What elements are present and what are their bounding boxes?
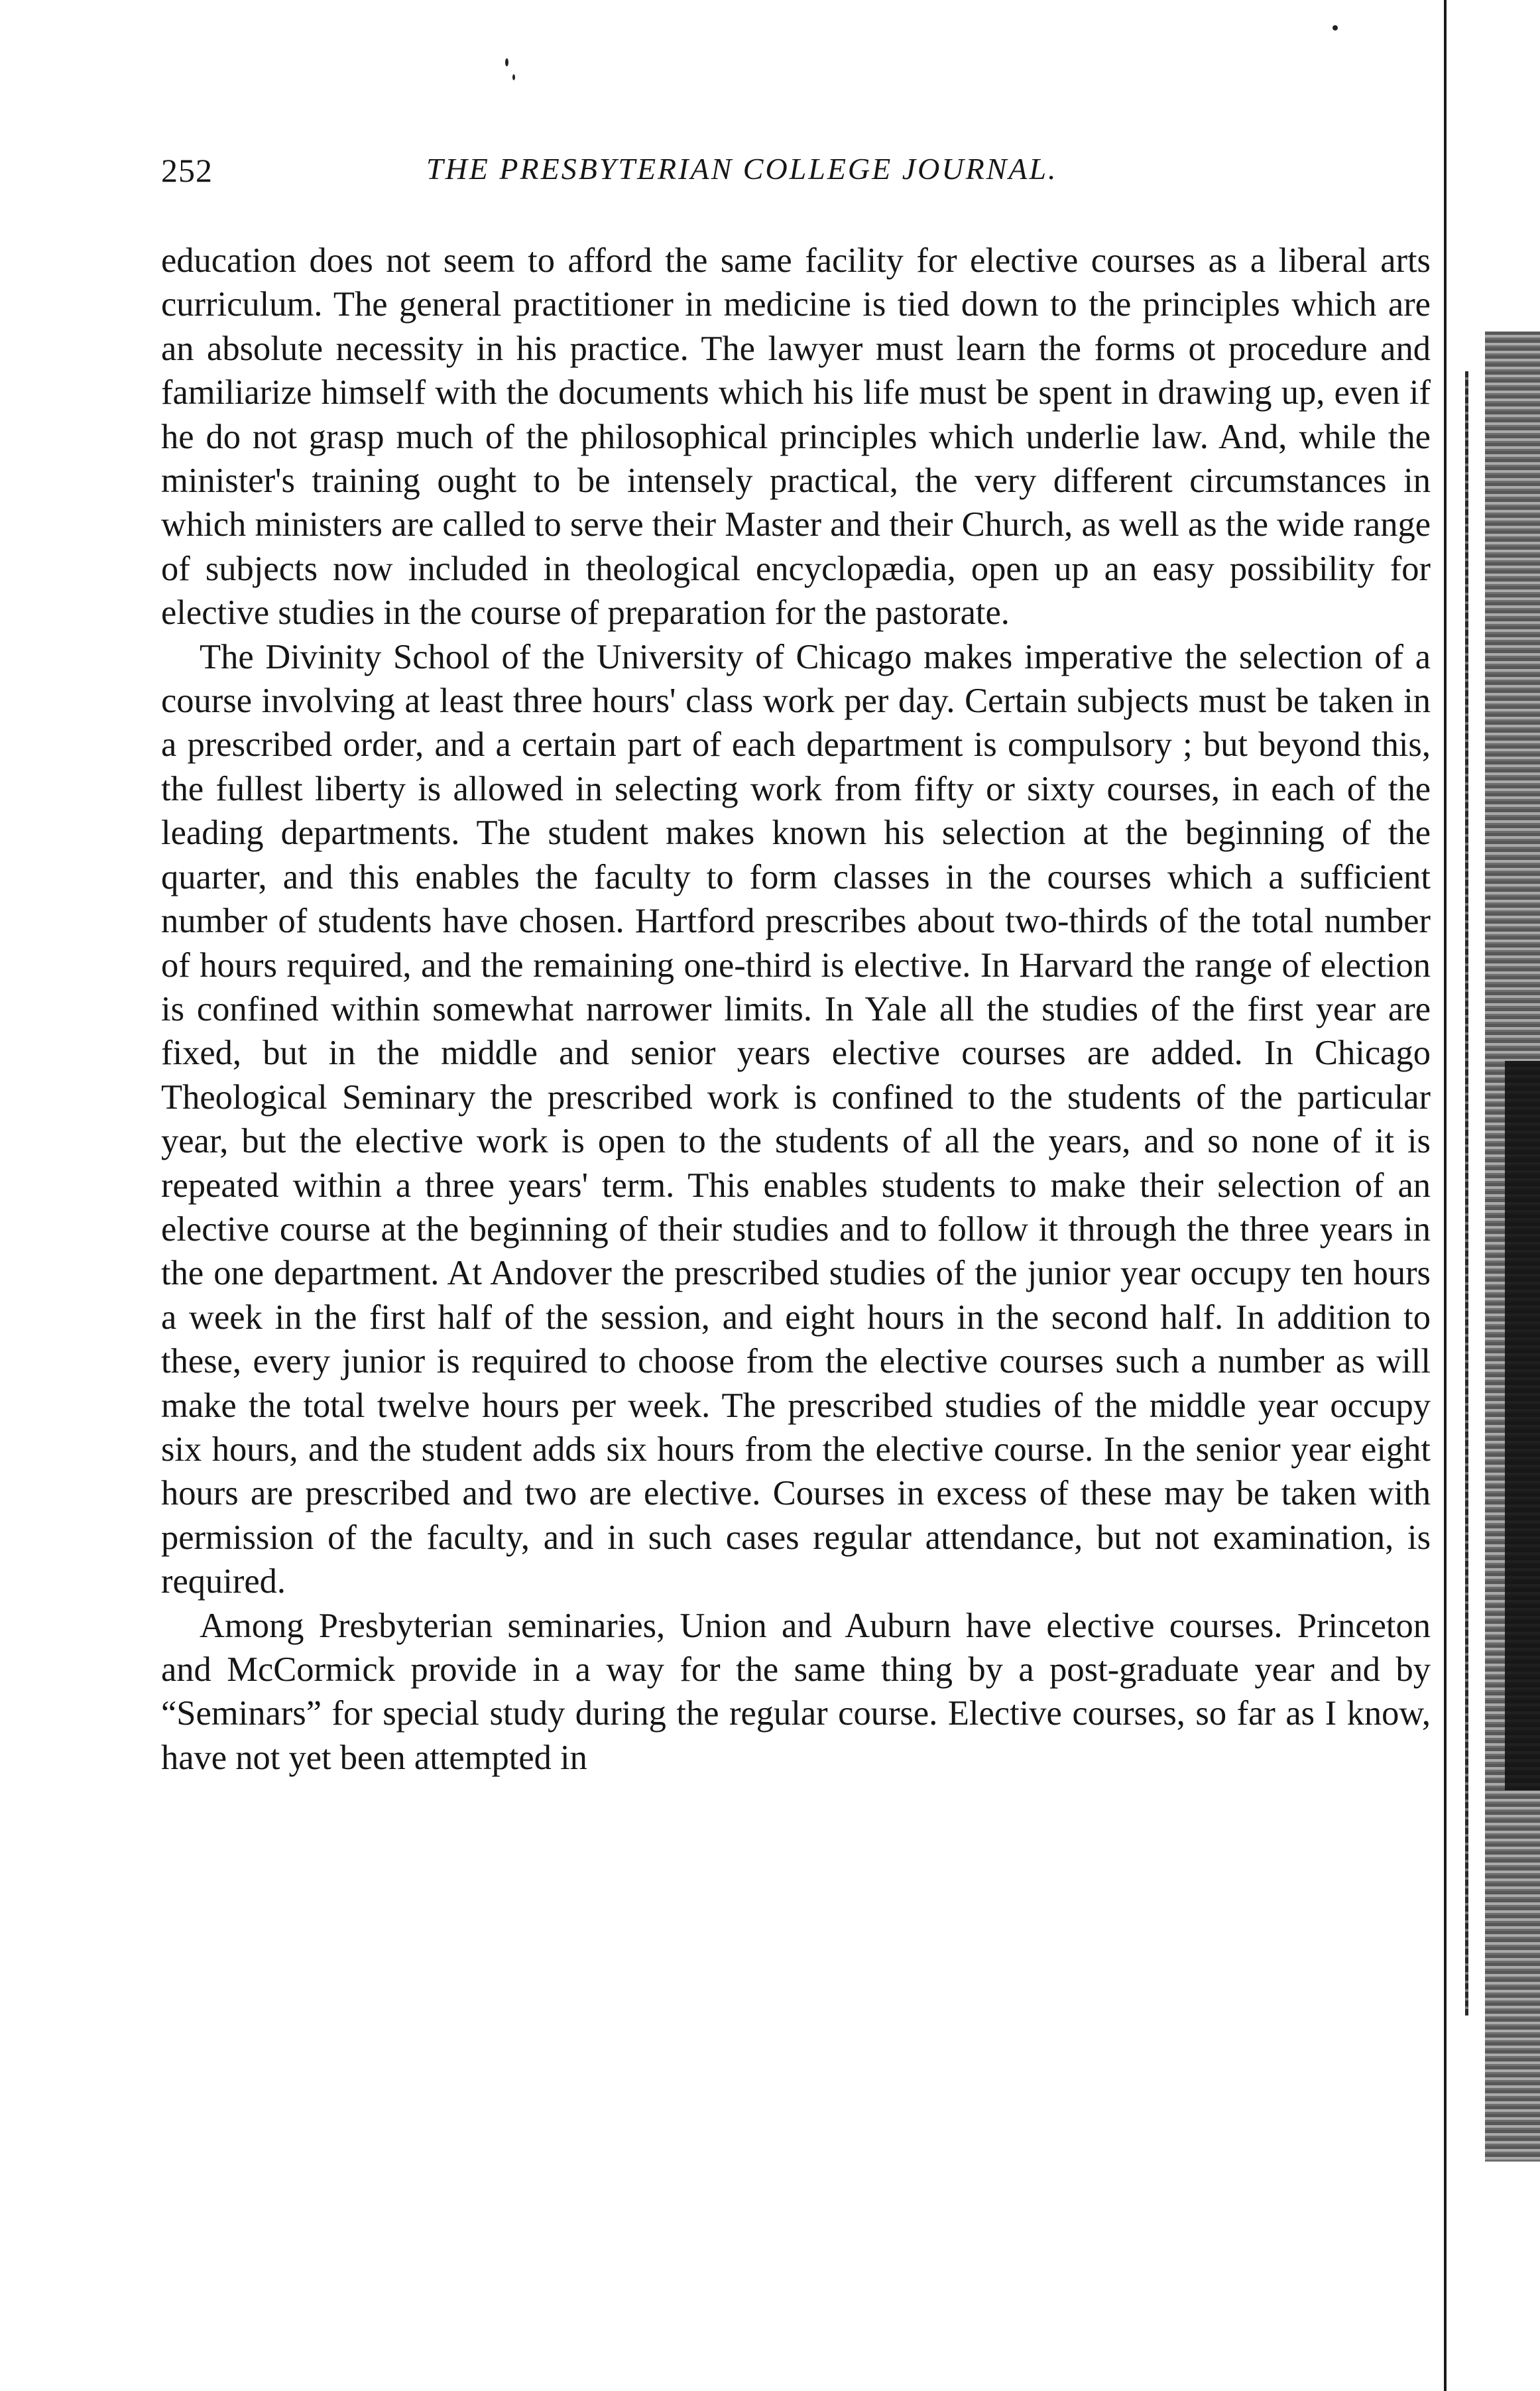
article-body xyxy=(161,239,1431,1780)
paragraph-continued: education does not seem to afford the same facility for elective courses as a liberal arts curriculum. The general practitioner in medicine is tied down to the principles which are an absolute necessity in his practice. The lawyer must learn the forms ot procedure and familiarize himself with the documents which his life must be spent in drawing up, even if he do not grasp much of the philosophical principles which underlie law. And, while the minister's training ought to be intensely practical, the very different circumstances in which ministers are called to serve their Master and their Church, as well as the wide range of subjects now included in theological encyclopædia, open up an easy possibility for elective studies in the course of preparation for the pastorate. xyxy=(161,241,1431,633)
page-edge-line xyxy=(1465,371,1468,2016)
page-header xyxy=(161,151,1407,204)
paragraph: The Divinity School of the University of Chicago makes imperative the selection of a course involving at least three hours' class work per day. Certain subjects must be taken in a prescribed order, and a certain part of each department is compulsory ; but beyond this, the fullest liberty is allowed in selecting work from fifty or sixty courses, in each of the leading departments. The student makes known his selection at the beginning of the quarter, and this enables the faculty to form classes in the courses which a sufficient number of students have chosen. Hartford prescribes about two-thirds of the total number of hours required, and the remaining one-third is elective. In Harvard the range of election is confined within somewhat narrower limits. In Yale all the studies of the first year are fixed, but in the middle and senior years elective courses are added. In Chicago Theological Seminary the prescribed work is confined to the students of the particular year, but the elective work is open to the students of all the years, and so none of it is repeated within a three years' term. This enables students to make their selection of an elective course at the beginning of their studies and to follow it through the three years in the one department. At Andover the prescribed studies of the junior year occupy ten hours a week in the first half of the session, and eight hours in the second half. In addition to these, every junior is required to choose from the elective courses such a number as will make the total twelve hours per week. The prescribed studies of the middle year occupy six hours, and the student adds six hours from the elective course. In the senior year eight hours are prescribed and two are elective. Courses in excess of these may be taken with permission of the faculty, and in such cases regular attendance, but not examination, is required. xyxy=(161,637,1431,1601)
binding-shadow xyxy=(1505,1061,1540,1790)
scan-speck xyxy=(505,58,508,66)
page-edge-line xyxy=(1444,0,1447,2391)
scan-speck xyxy=(1333,25,1338,31)
running-title: THE PRESBYTERIAN COLLEGE JOURNAL. xyxy=(426,152,1058,186)
scan-speck xyxy=(512,74,515,80)
page-number: 252 xyxy=(161,152,213,189)
paragraph: Among Presbyterian seminaries, Union and Auburn have elective courses. Princeton and McCormick provide in a way for the same thing by a post-graduate year and by “Seminars” for special study during the regular course. Elective courses, so far as I know, have not yet been attempted in xyxy=(161,1606,1431,1777)
